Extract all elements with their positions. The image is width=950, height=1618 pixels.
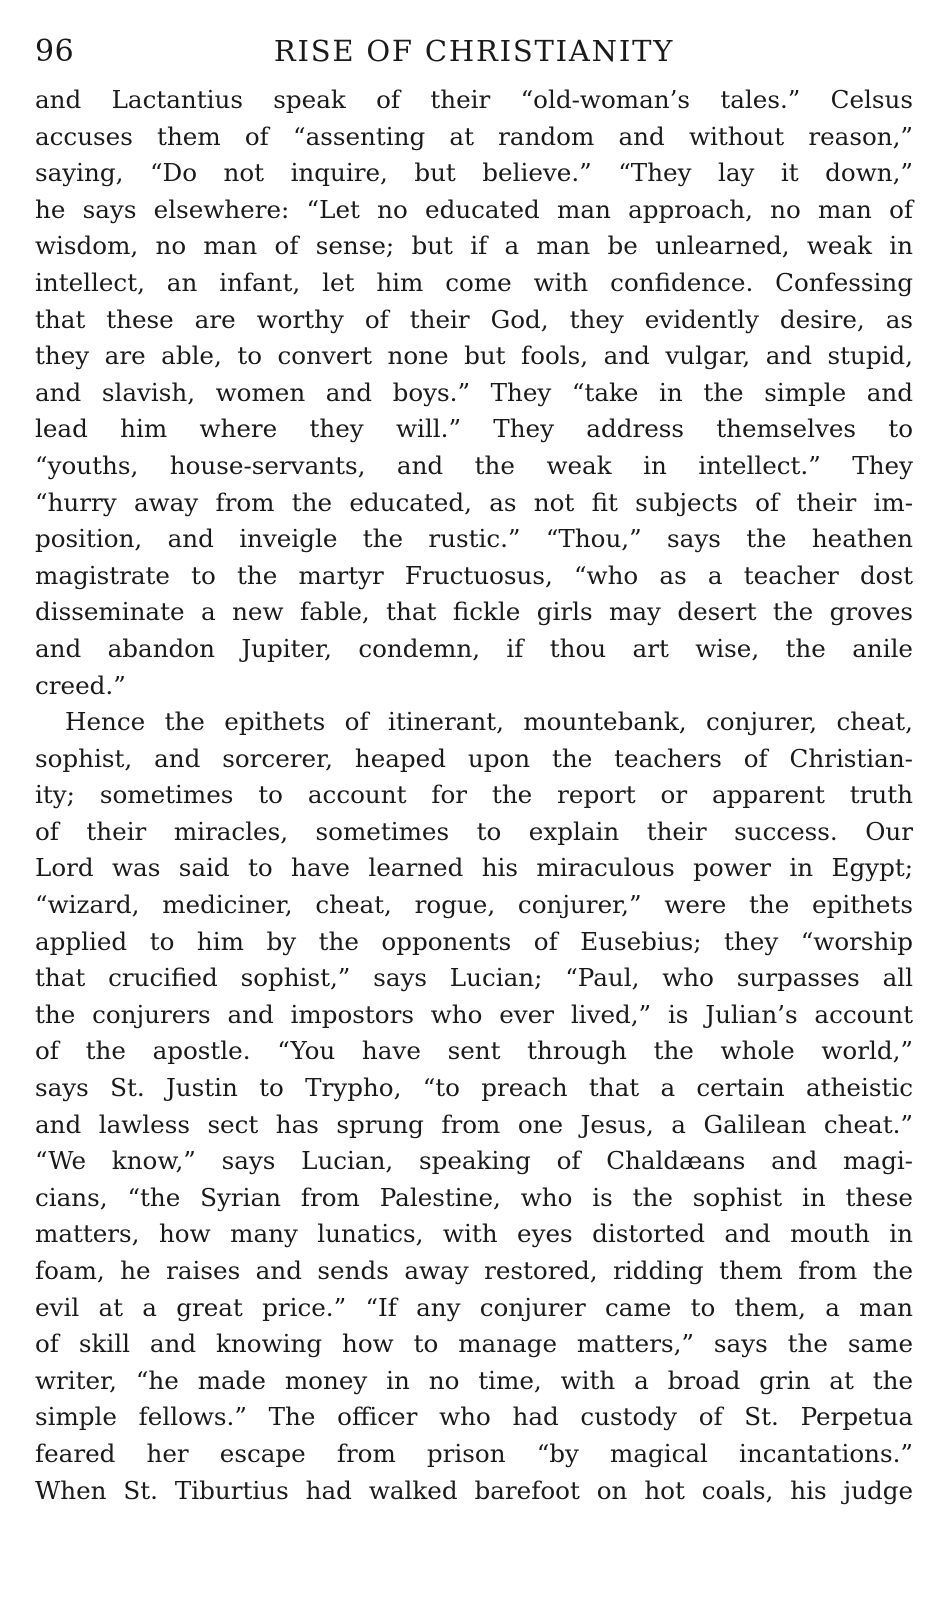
text-line: “hurry away from the educated, as not fit subjects of their im-: [35, 487, 913, 517]
text-line: saying, “Do not inquire, but believe.” “They lay it down,”: [35, 158, 913, 188]
text-line: writer, “he made money in no time, with a broad grin at the: [35, 1365, 913, 1395]
text-line: that crucified sophist,” says Lucian; “Paul, who surpasses all: [35, 963, 913, 993]
text-line: that these are worthy of their God, they evidently desire, as: [35, 304, 913, 334]
text-line: simple fellows.” The officer who had custody of St. Perpetua: [35, 1402, 913, 1432]
text-line: “We know,” says Lucian, speaking of Chaldæans and magi-: [35, 1146, 913, 1176]
text-line: Hence the epithets of itinerant, mountebank, conjurer, cheat,: [65, 707, 913, 737]
text-line: “wizard, mediciner, cheat, rogue, conjurer,” were the epithets: [35, 890, 913, 920]
text-line: “youths, house-servants, and the weak in intellect.” They: [35, 450, 913, 480]
text-line: disseminate a new fable, that fickle girls may desert the groves: [35, 597, 913, 627]
running-title: RISE OF CHRISTIANITY: [273, 34, 675, 68]
text-line: says St. Justin to Trypho, “to preach that a certain atheistic: [35, 1073, 913, 1103]
paragraph: [35, 704, 913, 1509]
paragraph: [35, 82, 913, 704]
text-line: applied to him by the opponents of Eusebius; they “worship: [35, 926, 913, 956]
text-line: matters, how many lunatics, with eyes distorted and mouth in: [35, 1219, 913, 1249]
text-line: position, and inveigle the rustic.” “Thou,” says the heathen: [35, 524, 913, 554]
running-head: [35, 28, 913, 76]
text-line: he says elsewhere: “Let no educated man approach, no man of: [35, 194, 913, 224]
text-line: and abandon Jupiter, condemn, if thou art wise, the anile: [35, 633, 913, 663]
text-line: of skill and knowing how to manage matters,” says the same: [35, 1329, 913, 1359]
text-line: they are able, to convert none but fools, and vulgar, and stupid,: [35, 341, 913, 371]
text-line: of their miracles, sometimes to explain their success. Our: [35, 816, 913, 846]
text-line: magistrate to the martyr Fructuosus, “who as a teacher dost: [35, 560, 913, 590]
text-line: Lord was said to have learned his miraculous power in Egypt;: [35, 853, 913, 883]
text-line: intellect, an infant, let him come with confidence. Confessing: [35, 267, 913, 297]
text-line: When St. Tiburtius had walked barefoot on hot coals, his judge: [35, 1475, 913, 1505]
text-line: of the apostle. “You have sent through the whole world,”: [35, 1036, 913, 1066]
text-line: ity; sometimes to account for the report or apparent truth: [35, 780, 913, 810]
text-line: wisdom, no man of sense; but if a man be unlearned, weak in: [35, 231, 913, 261]
text-line: feared her escape from prison “by magical incantations.”: [35, 1438, 913, 1468]
text-line: and lawless sect has sprung from one Jesus, a Galilean cheat.”: [35, 1109, 913, 1139]
page-number: 96: [35, 34, 75, 69]
text-line: evil at a great price.” “If any conjurer came to them, a man: [35, 1292, 913, 1322]
text-line: sophist, and sorcerer, heaped upon the teachers of Christian-: [35, 743, 913, 773]
body-text: [35, 82, 913, 1509]
text-line: and Lactantius speak of their “old-woman’s tales.” Celsus: [35, 85, 913, 114]
text-line: the conjurers and impostors who ever lived,” is Julian’s account: [35, 999, 913, 1029]
text-line: creed.”: [35, 670, 126, 700]
book-page: [35, 28, 913, 1509]
text-line: accuses them of “assenting at random and without reason,”: [35, 121, 913, 151]
text-line: cians, “the Syrian from Palestine, who is the sophist in these: [35, 1182, 913, 1212]
text-line: and slavish, women and boys.” They “take in the simple and: [35, 377, 913, 407]
text-line: lead him where they will.” They address themselves to: [35, 414, 913, 444]
text-line: foam, he raises and sends away restored, ridding them from the: [35, 1256, 913, 1285]
